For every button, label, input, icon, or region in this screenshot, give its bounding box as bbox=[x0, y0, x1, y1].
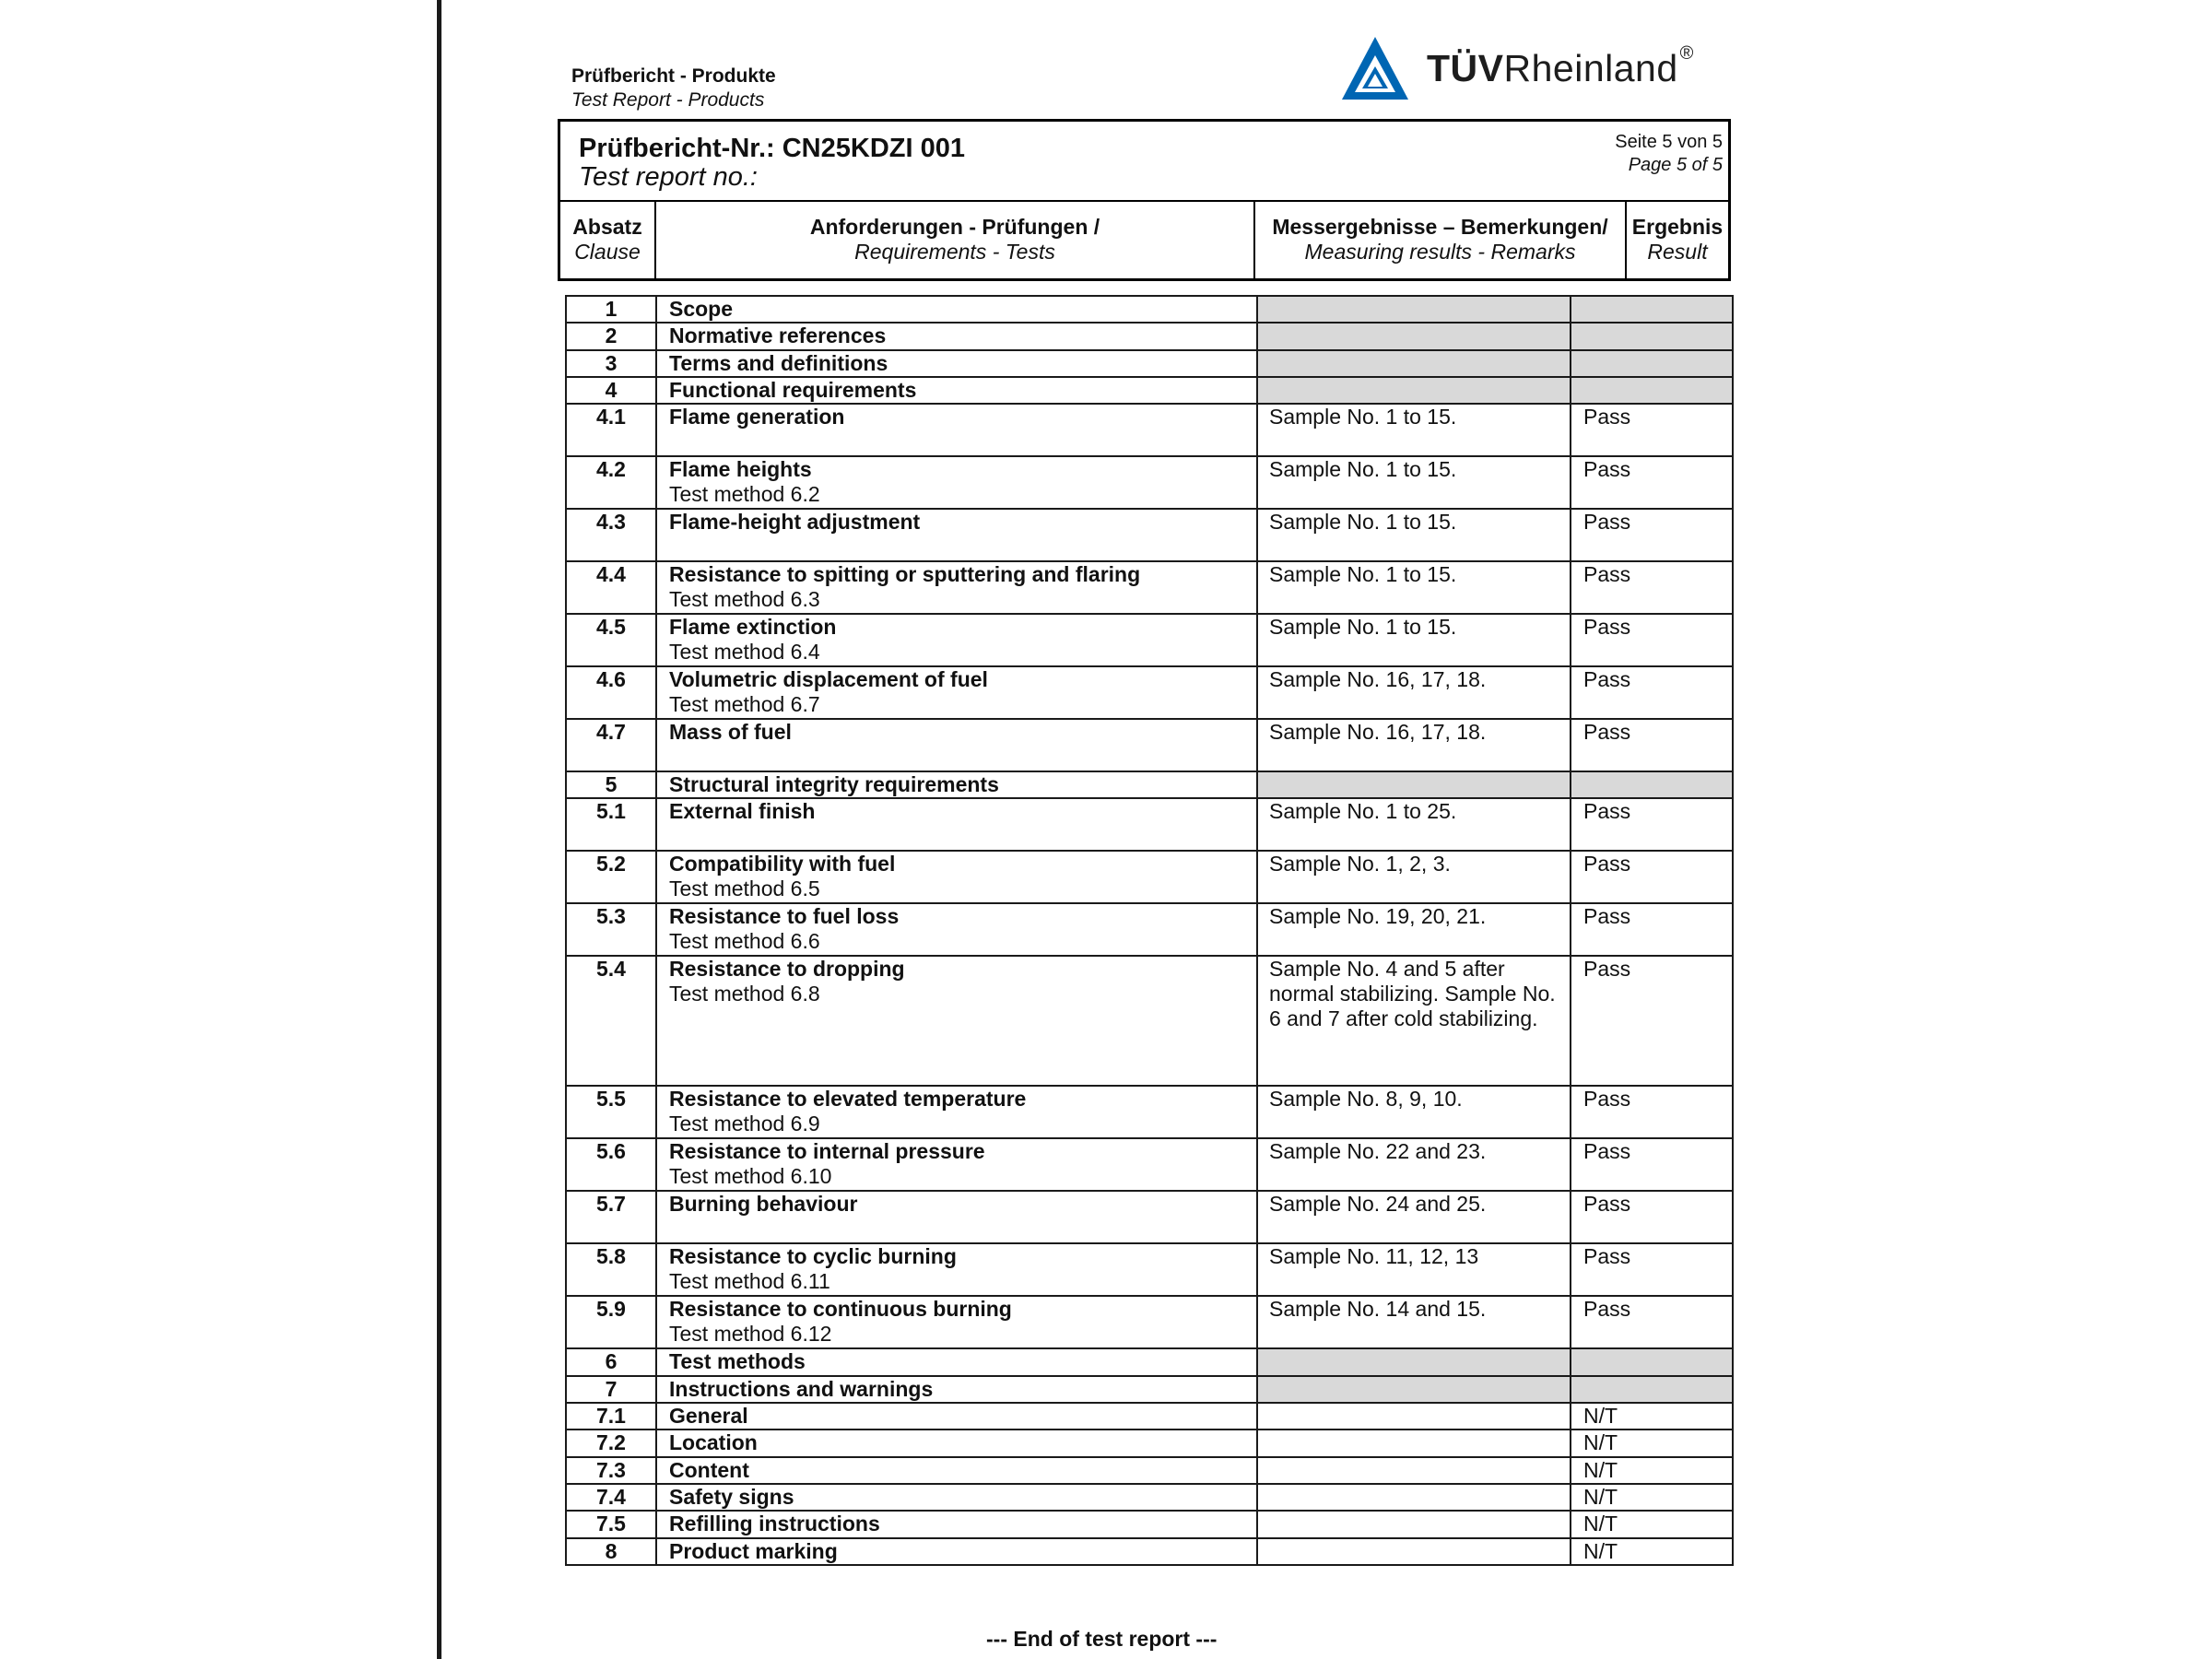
logo-wordmark: TÜVRheinland ® bbox=[1427, 42, 1694, 89]
measuring-result bbox=[1257, 1511, 1571, 1537]
clause-number: 1 bbox=[566, 296, 656, 323]
clause-number: 7.1 bbox=[566, 1403, 656, 1430]
measuring-result bbox=[1257, 350, 1571, 377]
requirement-cell bbox=[656, 666, 1257, 719]
result-value: Pass bbox=[1571, 956, 1733, 1086]
requirement-cell bbox=[656, 377, 1257, 404]
table-row bbox=[566, 1376, 1733, 1403]
requirement-cell bbox=[656, 1484, 1257, 1511]
requirement-cell bbox=[656, 1538, 1257, 1565]
requirement-cell bbox=[656, 719, 1257, 771]
requirement-title: General bbox=[669, 1404, 748, 1429]
report-header-box bbox=[558, 119, 1731, 281]
clause-number: 5.3 bbox=[566, 903, 656, 956]
measuring-result: Sample No. 1 to 15. bbox=[1257, 509, 1571, 561]
requirement-cell bbox=[656, 509, 1257, 561]
clause-number: 7.4 bbox=[566, 1484, 656, 1511]
report-number bbox=[579, 135, 965, 192]
test-method: Test method 6.9 bbox=[669, 1112, 820, 1136]
clause-number: 7 bbox=[566, 1376, 656, 1403]
requirement-title: Normative references bbox=[669, 324, 887, 348]
table-row bbox=[566, 509, 1733, 561]
requirement-cell bbox=[656, 1403, 1257, 1430]
measuring-result bbox=[1257, 771, 1571, 798]
table-row bbox=[566, 1511, 1733, 1537]
measuring-result: Sample No. 1 to 15. bbox=[1257, 614, 1571, 666]
requirement-title: Content bbox=[669, 1457, 749, 1482]
result-value bbox=[1571, 771, 1733, 798]
clause-number: 4.4 bbox=[566, 561, 656, 614]
measuring-result bbox=[1257, 377, 1571, 404]
requirement-title: Resistance to cyclic burning bbox=[669, 1244, 957, 1269]
requirement-title: Volumetric displacement of fuel bbox=[669, 667, 988, 692]
test-method: Test method 6.11 bbox=[669, 1269, 830, 1294]
test-method: Test method 6.10 bbox=[669, 1164, 832, 1189]
measuring-result bbox=[1257, 296, 1571, 323]
triangle-logo-icon bbox=[1338, 33, 1412, 103]
doc-type-en: Test Report - Products bbox=[571, 89, 765, 111]
result-value bbox=[1571, 1348, 1733, 1375]
requirement-title: Compatibility with fuel bbox=[669, 852, 896, 877]
requirement-title: Resistance to internal pressure bbox=[669, 1139, 985, 1164]
report-number-row bbox=[560, 122, 1728, 202]
page-number-de: Seite 5 von 5 bbox=[1615, 132, 1723, 152]
result-value: Pass bbox=[1571, 1243, 1733, 1296]
column-header-measuring-results: Messergebnisse – Bemerkungen/ Measuring results - Remarks bbox=[1255, 202, 1627, 278]
result-value bbox=[1571, 323, 1733, 349]
clause-number: 4.5 bbox=[566, 614, 656, 666]
clause-number: 4 bbox=[566, 377, 656, 404]
requirement-cell bbox=[656, 1296, 1257, 1348]
table-row bbox=[566, 1403, 1733, 1430]
requirement-cell bbox=[656, 561, 1257, 614]
table-row bbox=[566, 456, 1733, 509]
measuring-result: Sample No. 22 and 23. bbox=[1257, 1138, 1571, 1191]
result-value: Pass bbox=[1571, 614, 1733, 666]
requirement-cell bbox=[656, 1243, 1257, 1296]
table-row bbox=[566, 851, 1733, 903]
clause-number: 4.1 bbox=[566, 404, 656, 456]
test-method: Test method 6.4 bbox=[669, 640, 820, 665]
table-row bbox=[566, 561, 1733, 614]
result-value: Pass bbox=[1571, 561, 1733, 614]
requirement-title: Resistance to continuous burning bbox=[669, 1297, 1012, 1322]
clause-number: 4.7 bbox=[566, 719, 656, 771]
test-method: Test method 6.8 bbox=[669, 982, 820, 1006]
tuv-rheinland-logo bbox=[1338, 31, 1694, 105]
requirement-title: Structural integrity requirements bbox=[669, 772, 999, 797]
requirement-cell bbox=[656, 771, 1257, 798]
result-value: Pass bbox=[1571, 798, 1733, 851]
page-number-en: Page 5 of 5 bbox=[1628, 155, 1723, 175]
result-value: Pass bbox=[1571, 666, 1733, 719]
requirement-cell bbox=[656, 1376, 1257, 1403]
table-row bbox=[566, 1457, 1733, 1484]
requirement-cell bbox=[656, 851, 1257, 903]
requirement-cell bbox=[656, 456, 1257, 509]
margin-divider bbox=[437, 0, 441, 1659]
clause-number: 6 bbox=[566, 1348, 656, 1375]
requirement-cell bbox=[656, 1348, 1257, 1375]
requirement-title: Terms and definitions bbox=[669, 350, 888, 375]
requirement-cell bbox=[656, 956, 1257, 1086]
measuring-result: Sample No. 1 to 15. bbox=[1257, 561, 1571, 614]
requirement-cell bbox=[656, 1138, 1257, 1191]
report-number-de: Prüfbericht-Nr.: CN25KDZI 001 bbox=[579, 134, 965, 163]
requirement-title: Flame extinction bbox=[669, 615, 837, 640]
measuring-result: Sample No. 14 and 15. bbox=[1257, 1296, 1571, 1348]
result-value bbox=[1571, 377, 1733, 404]
requirement-cell bbox=[656, 323, 1257, 349]
requirement-cell bbox=[656, 350, 1257, 377]
page-number bbox=[1615, 131, 1723, 177]
requirement-cell bbox=[656, 798, 1257, 851]
measuring-result: Sample No. 1 to 25. bbox=[1257, 798, 1571, 851]
result-value: N/T bbox=[1571, 1403, 1733, 1430]
report-page: Prüfbericht - Produkte Test Report - Products TÜVRheinland ® Prüfbericht-Nr.: CN25KDZI 001 Test report no.: Seite 5 von 5 Page 5 of 5 Absatz Clause Anforderungen - Prüfungen / Requirements - Tests Messergebnisse – Bemerkungen/ Measuring results - Remarks Ergebnis Result 1 Scope 2 Normative references 3 Terms and definitions 4 Functional requirements 4.1 Flame generation Sample No. 1 to 15. Pass 4.2 Flame heights Test method 6.2 Sample No. 1 to 15. Pass 4.3 Flame-height adjustment Sample No. 1 to 15. Pass 4.4 Resistance to spitting or sputtering and flaring Test method 6.3 Sample No. 1 to 15. Pass 4.5 Flame extinction Test method 6.4 Sample No. 1 to 15. Pass 4.6 Volumetric displacement of fuel Test method 6.7 Sample No. 16, 17, 18. Pass 4.7 Mass of fuel Sample No. 16, 17, 18. Pass 5 Structural integrity requirements 5.1 External finish Sample No. 1 to 25. Pass 5.2 Compatibility with fuel Test method 6.5 Sample No. 1, 2, 3. Pass 5.3 Resistance to fuel loss Test method 6.6 Sample No. 19, 20, 21. Pass 5.4 Resistance to dropping Test method 6.8 Sample No. 4 and 5 after normal stabilizing. Sample No. 6 and 7 after cold stabilizing. Pass 5.5 Resistance to elevated temperature Test method 6.9 Sample No. 8, 9, 10. Pass 5.6 Resistance to internal pressure Test method 6.10 Sample No. 22 and 23. Pass 5.7 Burning behaviour Sample No. 24 and 25. Pass 5.8 Resistance to cyclic burning Test method 6.11 Sample No. 11, 12, 13 Pass 5.9 Resistance to continuous burning Test method 6.12 Sample No. 14 and 15. Pass 6 Test methods 7 Instructions and warnings 7.1 General N/T 7.2 Location N/T 7.3 Content N/T 7.4 Safety signs N/T 7.5 Refilling instructions N/T 8 Product marking N/T --- End of test report --- bbox=[0, 0, 2212, 1659]
requirement-title: Instructions and warnings bbox=[669, 1376, 934, 1401]
clause-number: 7.5 bbox=[566, 1511, 656, 1537]
table-row bbox=[566, 1086, 1733, 1138]
measuring-result: Sample No. 1, 2, 3. bbox=[1257, 851, 1571, 903]
report-number-en: Test report no.: bbox=[579, 162, 758, 192]
result-value: Pass bbox=[1571, 1296, 1733, 1348]
result-value: Pass bbox=[1571, 1138, 1733, 1191]
table-row bbox=[566, 1296, 1733, 1348]
requirement-title: Safety signs bbox=[669, 1484, 794, 1509]
table-row bbox=[566, 614, 1733, 666]
result-value: N/T bbox=[1571, 1511, 1733, 1537]
requirement-title: Location bbox=[669, 1430, 758, 1455]
test-method: Test method 6.7 bbox=[669, 692, 820, 717]
clause-number: 4.2 bbox=[566, 456, 656, 509]
clause-number: 5.1 bbox=[566, 798, 656, 851]
table-row bbox=[566, 1430, 1733, 1456]
requirement-title: Resistance to dropping bbox=[669, 957, 905, 982]
table-row bbox=[566, 323, 1733, 349]
clause-number: 4.3 bbox=[566, 509, 656, 561]
test-method: Test method 6.2 bbox=[669, 482, 820, 507]
result-value: N/T bbox=[1571, 1457, 1733, 1484]
clause-number: 5 bbox=[566, 771, 656, 798]
clause-number: 3 bbox=[566, 350, 656, 377]
requirement-title: Flame-height adjustment bbox=[669, 510, 921, 535]
result-value bbox=[1571, 296, 1733, 323]
measuring-result: Sample No. 4 and 5 after normal stabilizing. Sample No. 6 and 7 after cold stabilizing. bbox=[1257, 956, 1571, 1086]
result-value bbox=[1571, 1376, 1733, 1403]
result-value bbox=[1571, 350, 1733, 377]
table-row bbox=[566, 1348, 1733, 1375]
result-value: N/T bbox=[1571, 1430, 1733, 1456]
table-row bbox=[566, 771, 1733, 798]
test-method: Test method 6.3 bbox=[669, 587, 820, 612]
requirement-cell bbox=[656, 404, 1257, 456]
clause-number: 5.7 bbox=[566, 1191, 656, 1243]
table-row bbox=[566, 1484, 1733, 1511]
measuring-result: Sample No. 19, 20, 21. bbox=[1257, 903, 1571, 956]
requirement-title: Resistance to elevated temperature bbox=[669, 1087, 1027, 1112]
result-value: N/T bbox=[1571, 1538, 1733, 1565]
measuring-result: Sample No. 16, 17, 18. bbox=[1257, 666, 1571, 719]
requirement-cell bbox=[656, 903, 1257, 956]
measuring-result: Sample No. 11, 12, 13 bbox=[1257, 1243, 1571, 1296]
clause-number: 5.8 bbox=[566, 1243, 656, 1296]
table-row bbox=[566, 798, 1733, 851]
table-row bbox=[566, 1243, 1733, 1296]
table-row bbox=[566, 719, 1733, 771]
requirement-title: Burning behaviour bbox=[669, 1192, 858, 1217]
column-header-requirements: Anforderungen - Prüfungen / Requirements - Tests bbox=[656, 202, 1255, 278]
requirement-cell bbox=[656, 1511, 1257, 1537]
document-type bbox=[571, 65, 776, 112]
result-value: N/T bbox=[1571, 1484, 1733, 1511]
clause-number: 7.2 bbox=[566, 1430, 656, 1456]
requirement-title: Scope bbox=[669, 297, 734, 321]
measuring-result bbox=[1257, 1484, 1571, 1511]
clause-number: 8 bbox=[566, 1538, 656, 1565]
result-value: Pass bbox=[1571, 851, 1733, 903]
requirement-title: Resistance to spitting or sputtering and flaring bbox=[669, 562, 1141, 587]
measuring-result: Sample No. 16, 17, 18. bbox=[1257, 719, 1571, 771]
requirement-title: Flame generation bbox=[669, 405, 845, 429]
clause-table bbox=[565, 295, 1734, 1566]
clause-number: 4.6 bbox=[566, 666, 656, 719]
requirement-title: Flame heights bbox=[669, 457, 812, 482]
requirement-cell bbox=[656, 614, 1257, 666]
column-headers bbox=[560, 202, 1728, 278]
column-header-result: Ergebnis Result bbox=[1631, 215, 1724, 264]
requirement-cell bbox=[656, 1191, 1257, 1243]
clause-number: 5.6 bbox=[566, 1138, 656, 1191]
result-value: Pass bbox=[1571, 1191, 1733, 1243]
test-method: Test method 6.12 bbox=[669, 1322, 832, 1347]
table-row bbox=[566, 296, 1733, 323]
result-value: Pass bbox=[1571, 509, 1733, 561]
requirement-title: Functional requirements bbox=[669, 377, 917, 402]
requirement-cell bbox=[656, 1430, 1257, 1456]
table-row bbox=[566, 404, 1733, 456]
doc-type-de: Prüfbericht - Produkte bbox=[571, 65, 776, 87]
result-value: Pass bbox=[1571, 719, 1733, 771]
clause-number: 5.9 bbox=[566, 1296, 656, 1348]
measuring-result bbox=[1257, 1538, 1571, 1565]
requirement-cell bbox=[656, 1457, 1257, 1484]
table-row bbox=[566, 1138, 1733, 1191]
measuring-result: Sample No. 24 and 25. bbox=[1257, 1191, 1571, 1243]
result-value: Pass bbox=[1571, 903, 1733, 956]
measuring-result bbox=[1257, 1457, 1571, 1484]
measuring-result bbox=[1257, 1403, 1571, 1430]
measuring-result: Sample No. 1 to 15. bbox=[1257, 404, 1571, 456]
table-row bbox=[566, 956, 1733, 1086]
test-method: Test method 6.5 bbox=[669, 877, 820, 901]
result-value: Pass bbox=[1571, 404, 1733, 456]
requirement-title: Mass of fuel bbox=[669, 720, 792, 745]
clause-number: 5.2 bbox=[566, 851, 656, 903]
measuring-result bbox=[1257, 1430, 1571, 1456]
requirement-title: External finish bbox=[669, 799, 816, 824]
table-row bbox=[566, 377, 1733, 404]
requirement-cell bbox=[656, 1086, 1257, 1138]
clause-number: 5.5 bbox=[566, 1086, 656, 1138]
measuring-result bbox=[1257, 1348, 1571, 1375]
clause-number: 2 bbox=[566, 323, 656, 349]
requirement-cell bbox=[656, 296, 1257, 323]
measuring-result bbox=[1257, 323, 1571, 349]
table-row bbox=[566, 666, 1733, 719]
test-method: Test method 6.6 bbox=[669, 929, 820, 954]
table-row bbox=[566, 903, 1733, 956]
result-value: Pass bbox=[1571, 456, 1733, 509]
result-value: Pass bbox=[1571, 1086, 1733, 1138]
requirement-title: Refilling instructions bbox=[669, 1512, 880, 1536]
requirement-title: Resistance to fuel loss bbox=[669, 904, 900, 929]
measuring-result bbox=[1257, 1376, 1571, 1403]
clause-number: 7.3 bbox=[566, 1457, 656, 1484]
table-row bbox=[566, 1538, 1733, 1565]
clause-number: 5.4 bbox=[566, 956, 656, 1086]
table-row bbox=[566, 350, 1733, 377]
measuring-result: Sample No. 1 to 15. bbox=[1257, 456, 1571, 509]
column-header-clause: Absatz Clause bbox=[560, 202, 656, 278]
requirement-title: Test methods bbox=[669, 1349, 806, 1374]
table-row bbox=[566, 1191, 1733, 1243]
measuring-result: Sample No. 8, 9, 10. bbox=[1257, 1086, 1571, 1138]
requirement-title: Product marking bbox=[669, 1538, 838, 1563]
